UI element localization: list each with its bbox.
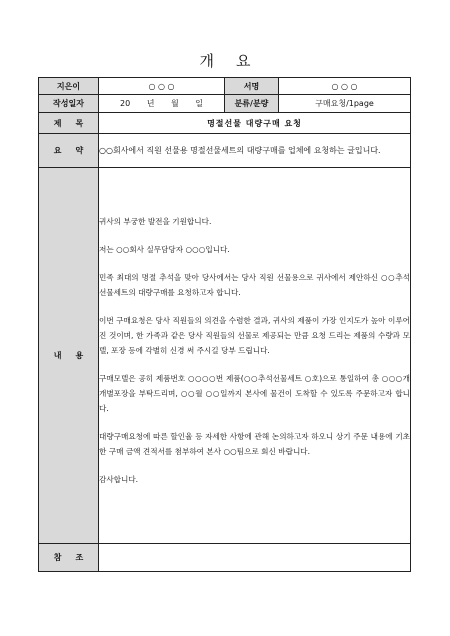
content-paragraph: 이번 구매요청은 당사 직원들의 의견을 수렴한 결과, 귀사의 제품이 가장 인지도가 높아 이루어진 것이며, 한 가족과 같은 당사 직원들의 선물로 제공되는 만큼 요청 드리는 제품의 수량과 모델, 포장 등에 각별히 신경 써 주시길 당부 드립니다. [99,315,410,355]
reference-label: 참조 [39,544,99,572]
content-paragraph: 민족 최대의 명절 추석을 맞아 당사에서는 당사 직원 선물용으로 귀사에서 제안하신 ○○추석선물세트의 대량구매를 요청하고자 합니다. [99,272,410,297]
content-paragraph: 구매모델은 공히 제품번호 ○○○○번 제품(○○추석선물세트 ○호)으로 통일하여 총 ○○○개 개별포장을 부탁드리며, ○○월 ○○일까지 본사에 물건이 도착할 수 있도록 주문하고자 합니다. [99,373,410,413]
signature-label: 서명 [225,78,279,95]
date-value: 20 년 월 일 [99,95,225,113]
summary-value: ○○회사에서 직원 선물용 명절선물세트의 대량구매를 업체에 요청하는 글입니다. [99,134,411,168]
category-label: 분류/분량 [225,95,279,113]
subject-value: 명절선물 대량구매 요청 [99,113,411,134]
category-value: 구매요청/1page [279,95,411,113]
signature-value: ○ ○ ○ [279,78,411,95]
document-title: 개요 [199,52,273,70]
content-body [99,168,411,544]
summary-label: 요약 [39,134,99,168]
content-paragraph: 귀사의 부궁한 발전을 기원합니다. [99,216,212,226]
content-paragraph: 감사합니다. [99,474,139,484]
report-form-table [38,77,411,572]
date-label: 작성일자 [39,95,99,113]
author-label: 지은이 [39,78,99,95]
content-label: 내용 [39,168,99,544]
author-value: ○ ○ ○ [99,78,225,95]
subject-label: 제목 [39,113,99,134]
content-paragraph: 저는 ○○회사 실무담당자 ○○○입니다. [99,244,230,254]
content-paragraph: 대량구매요청에 따른 할인율 등 자세한 사항에 관해 논의하고자 하오니 상기 주문 내용에 기초한 구매 금액 견적서를 첨부하여 본사 ○○팀으로 회신 바랍니다. [99,431,410,456]
reference-value [99,544,411,572]
